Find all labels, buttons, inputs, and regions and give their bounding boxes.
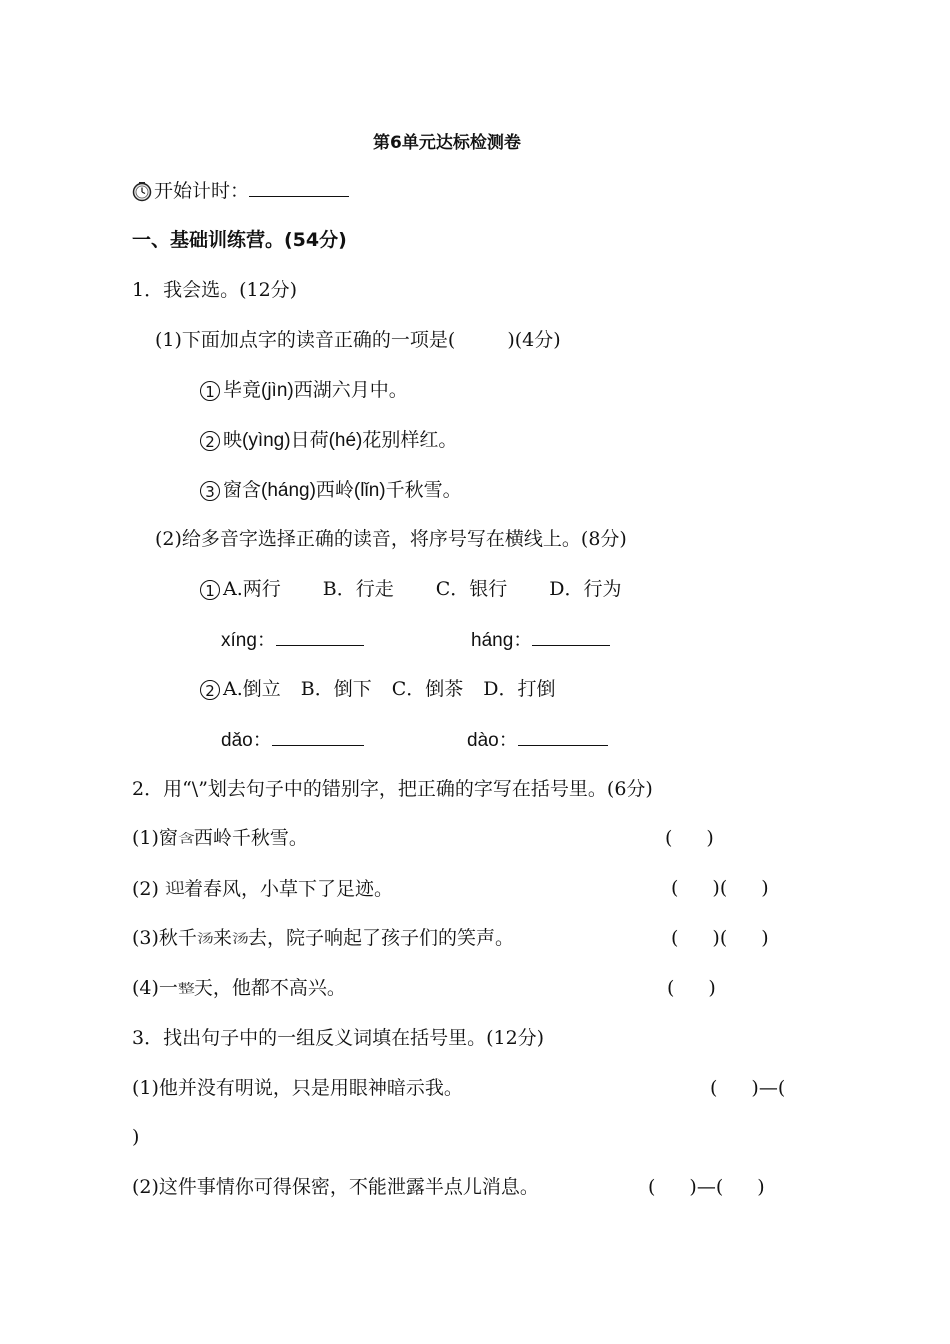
timer-row xyxy=(132,178,349,203)
circled-number: 2 xyxy=(200,431,220,451)
answer-blank[interactable] xyxy=(532,627,610,646)
q2-item-4: (4)一整天，他都不高兴。 xyxy=(132,977,346,999)
q1-group1-blank-2: háng： xyxy=(471,627,610,653)
handwritten-char[interactable]: 汤 xyxy=(196,931,214,947)
circled-number: 3 xyxy=(200,481,220,501)
q1-sub1-prompt: (1)下面加点字的读音正确的一项是( )(4分) xyxy=(155,329,561,351)
q2-item-2: (2) 迎着春风，小草下了足迹。 xyxy=(132,878,393,900)
q2-item-3-parens[interactable]: ( )( ) xyxy=(671,927,769,949)
handwritten-char[interactable]: 迎 xyxy=(164,878,185,898)
q3-item-1-parens[interactable]: ( )—( xyxy=(710,1077,786,1099)
q2-heading: 2．用“\”划去句子中的错别字，把正确的字写在括号里。(6分) xyxy=(132,778,653,800)
q3-item-1-parens-wrap: ) xyxy=(132,1126,140,1148)
q1-option-1[interactable]: 1 毕竟(jìn)西湖六月中。 xyxy=(200,378,408,403)
q2-item-1: (1)窗含西岭千秋雪。 xyxy=(132,827,308,849)
timer-blank[interactable] xyxy=(249,178,349,197)
circled-number: 2 xyxy=(200,680,220,700)
q1-group2-choices: 2 A.倒立 B．倒下 C．倒茶 D．打倒 xyxy=(200,677,556,701)
q2-item-2-parens[interactable]: ( )( ) xyxy=(671,877,769,899)
answer-blank[interactable] xyxy=(518,727,608,746)
q1-option-3[interactable]: 3 窗含(háng)西岭(lǐn)千秋雪。 xyxy=(200,478,462,503)
q2-item-4-parens[interactable]: ( ) xyxy=(667,977,716,999)
q1-heading: 1．我会选。(12分) xyxy=(132,279,298,301)
q3-item-1: (1)他并没有明说，只是用眼神暗示我。 xyxy=(132,1077,463,1099)
answer-blank[interactable] xyxy=(276,627,364,646)
q2-item-3: (3)秋千汤来汤去，院子响起了孩子们的笑声。 xyxy=(132,927,514,949)
timer-label: 开始计时： xyxy=(154,180,250,202)
page-title: 第6单元达标检测卷 xyxy=(373,133,521,153)
handwritten-char[interactable]: 汤 xyxy=(231,931,249,947)
q1-group2-blank-1: dǎo： xyxy=(221,727,364,753)
q1-group1-blank-1: xíng： xyxy=(221,627,364,653)
q1-sub2-prompt: (2)给多音字选择正确的读音，将序号写在横线上。(8分) xyxy=(155,528,627,550)
q3-heading: 3．找出句子中的一组反义词填在括号里。(12分) xyxy=(132,1027,545,1049)
q3-item-2: (2)这件事情你可得保密，不能泄露半点儿消息。 xyxy=(132,1176,539,1198)
q1-group1-choices: 1 A.两行 B．行走 C．银行 D．行为 xyxy=(200,577,622,601)
q3-item-2-parens[interactable]: ( )—( ) xyxy=(648,1176,765,1198)
circled-number: 1 xyxy=(200,580,220,600)
clock-icon xyxy=(132,182,152,202)
section-heading: 一、基础训练营。(54分) xyxy=(132,229,347,251)
handwritten-char[interactable]: 整 xyxy=(177,981,195,997)
q1-option-2[interactable]: 2 映(yìng)日荷(hé)花别样红。 xyxy=(200,428,457,453)
circled-number: 1 xyxy=(200,381,220,401)
answer-blank[interactable] xyxy=(272,727,364,746)
q2-item-1-parens[interactable]: ( ) xyxy=(665,827,714,849)
handwritten-char[interactable]: 含 xyxy=(177,831,195,847)
q1-group2-blank-2: dào： xyxy=(467,727,608,753)
